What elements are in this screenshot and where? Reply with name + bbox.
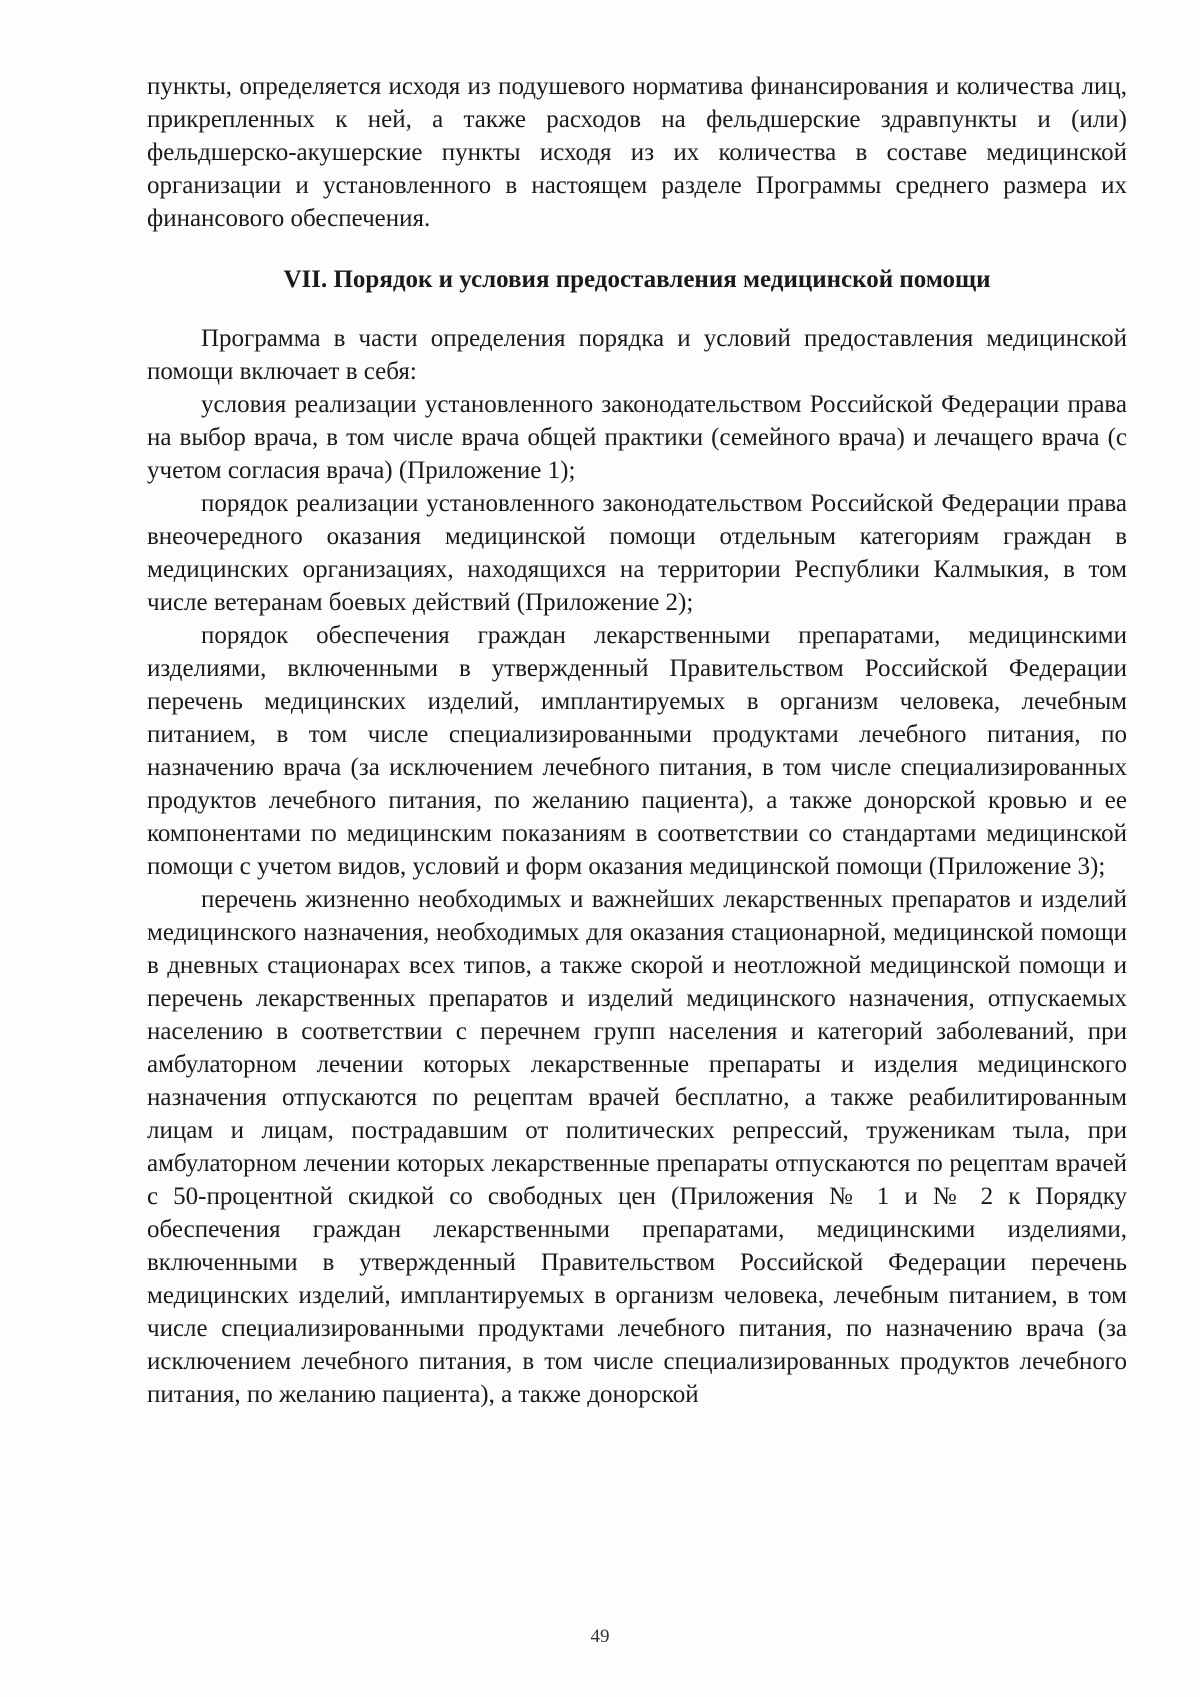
document-body [147,70,1127,1411]
paragraph-essential-drugs-list: перечень жизненно необходимых и важнейших лекарственных препаратов и изделий медицинского назначения, необходимых для оказания стационарной, медицинской помощи в дневных стационарах всех типов, а также скорой и неотложной медицинской помощи и перечень лекарственных препаратов и изделий медицинского назначения, отпускаемых населению в соответствии с перечнем групп населения и категорий заболеваний, при амбулаторном лечении которых лекарственные препараты и изделия медицинского назначения отпускаются по рецептам врачей бесплатно, а также реабилитированным лицам и лицам, пострадавшим от политических репрессий, труженикам тыла, при амбулаторном лечении которых лекарственные препараты отпускаются по рецептам врачей с 50-процентной скидкой со свободных цен (Приложения № 1 и № 2 к Порядку обеспечения граждан лекарственными препаратами, медицинскими изделиями, включенными в утвержденный Правительством Российской Федерации перечень медицинских изделий, имплантируемых в организм человека, лечебным питанием, в том числе специализированными продуктами лечебного питания, по назначению врача (за исключением лечебного питания, в том числе специализированных продуктов лечебного питания, по желанию пациента), а также донорской [147,886,1127,1408]
section-heading: VII. Порядок и условия предоставления медицинской помощи [283,266,991,293]
page-number: 49 [590,1626,610,1647]
intro-paragraph: пункты, определяется исходя из подушевого норматива финансирования и количества лиц, прикрепленных к ней, а также расходов на фельдшерские здравпункты и (или) фельдшерско-акушерские пункты исходя из их количества в составе медицинской организации и установленного в настоящем разделе Программы среднего размера их финансового обеспечения. [147,73,1127,232]
paragraph-choice-of-doctor: условия реализации установленного законодательством Российской Федерации права на выбор врача, в том числе врача общей практики (семейного врача) и лечащего врача (с учетом согласия врача) (Приложение 1); [147,391,1127,484]
paragraph-medication-provision: порядок обеспечения граждан лекарственными препаратами, медицинскими изделиями, включенными в утвержденный Правительством Российской Федерации перечень медицинских изделий, имплантируемых в организм человека, лечебным питанием, в том числе специализированными продуктами лечебного питания, по назначению врача (за исключением лечебного питания, в том числе специализированных продуктов лечебного питания, по желанию пациента), а также донорской кровью и ее компонентами по медицинским показаниям в соответствии со стандартами медицинской помощи с учетом видов, условий и форм оказания медицинской помощи (Приложение 3); [147,622,1127,880]
paragraph-program: Программа в части определения порядка и условий предоставления медицинской помощи включает в себя: [147,325,1127,385]
paragraph-priority-care: порядок реализации установленного законодательством Российской Федерации права внеочередного оказания медицинской помощи отдельным категориям граждан в медицинских организациях, находящихся на территории Республики Калмыкия, в том числе ветеранам боевых действий (Приложение 2); [147,490,1127,616]
